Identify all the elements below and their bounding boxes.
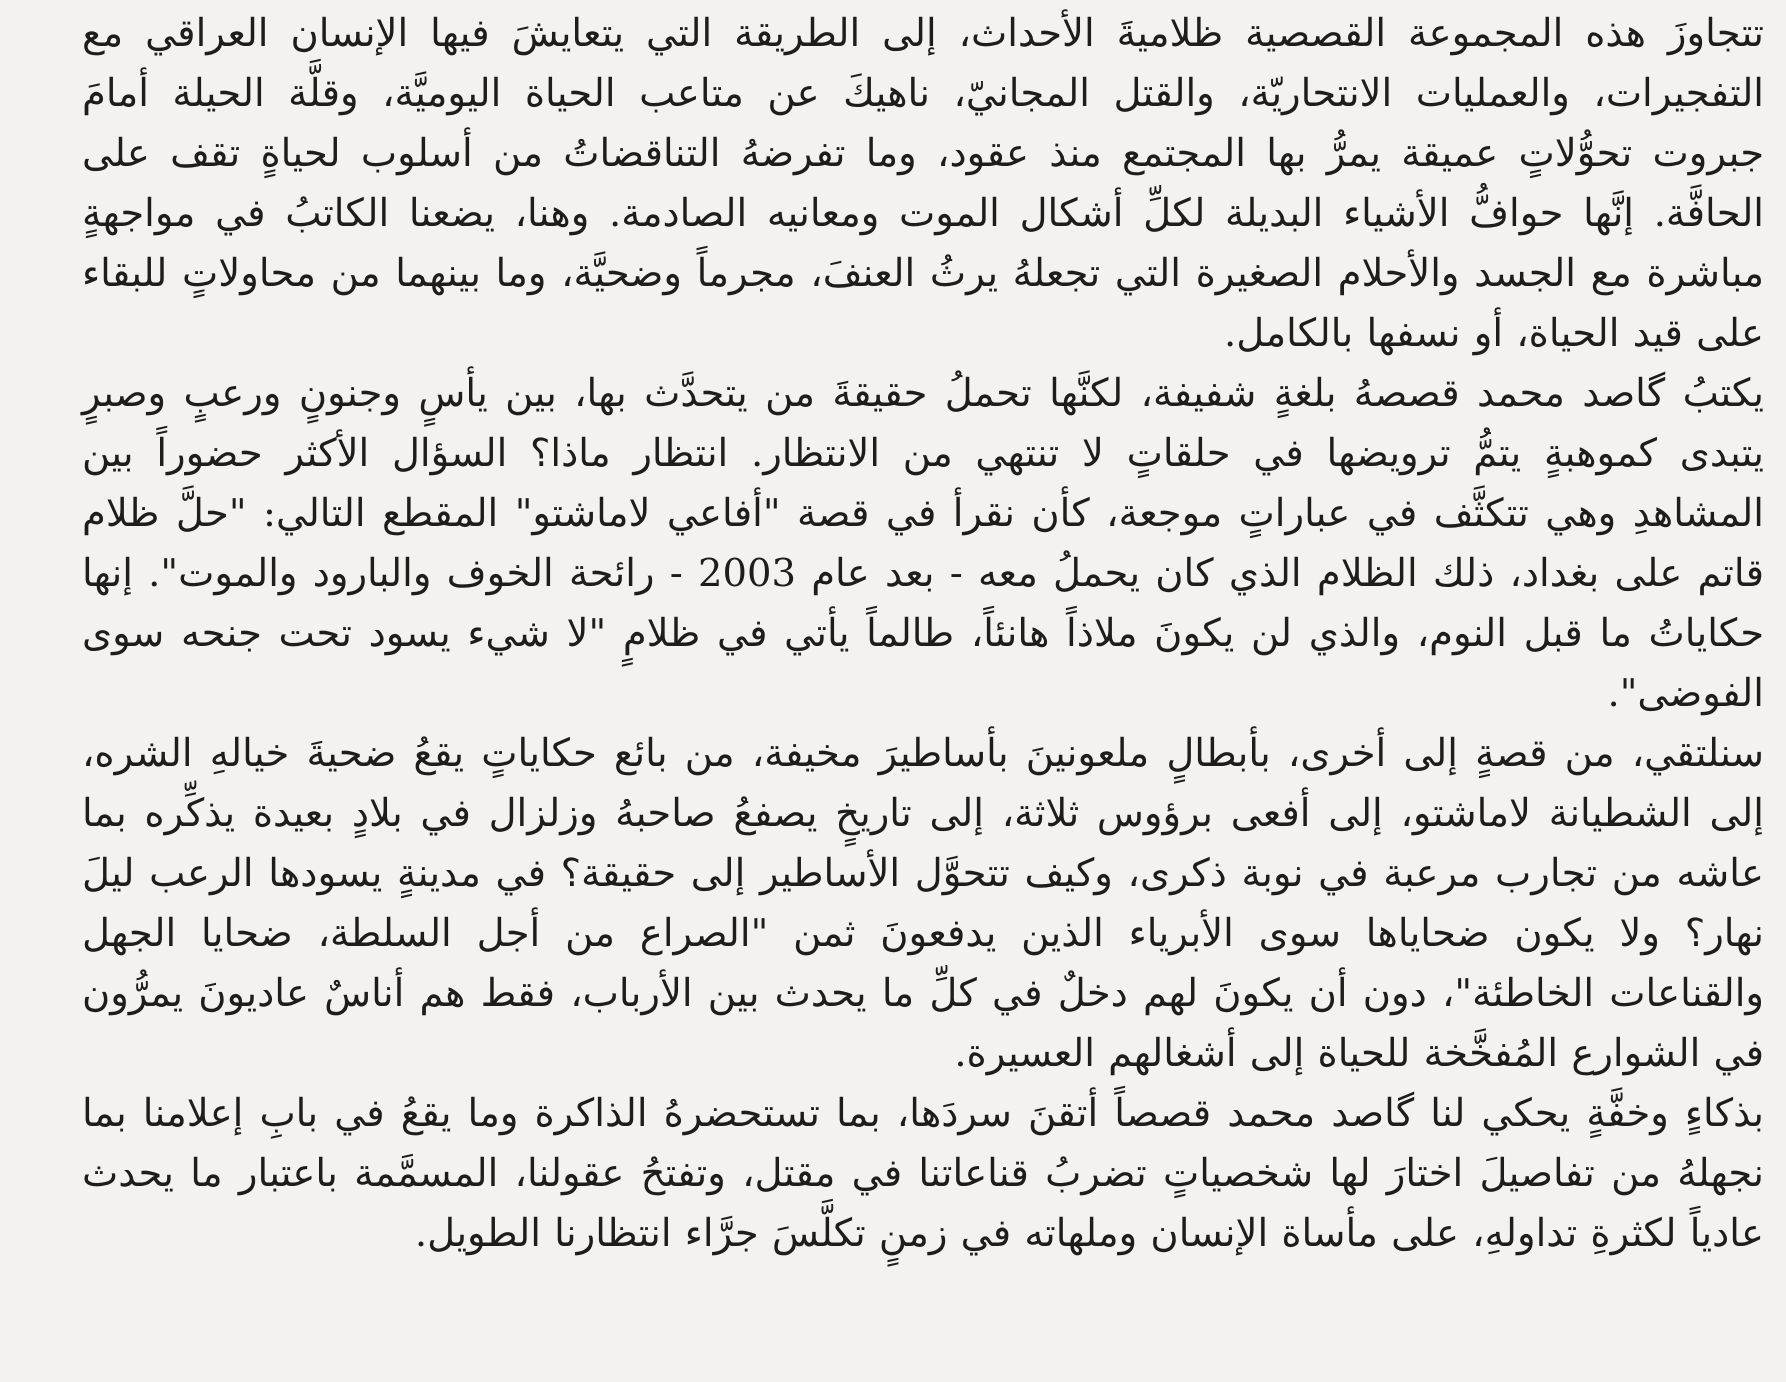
- paragraph-3: سنلتقي، من قصةٍ إلى أخرى، بأبطالٍ ملعونينَ بأساطيرَ مخيفة، من بائع حكاياتٍ يقعُ ضحيةَ خيالهِ الشره، إلى الشطيانة لاماشتو، إلى أفعى برؤوس ثلاثة، إلى تاريخٍ يصفعُ صاحبهُ وزلزال في بلادٍ بعيدة يذكِّره بما عاشه من تجارب مرعبة في نوبة ذكرى، وكيف تتحوَّل الأساطير إلى حقيقة؟ في مدينةٍ يسودها الرعب ليلَ نهار؟ ولا يكون ضحاياها سوى الأبرياء الذين يدفعونَ ثمن "الصراع من أجل السلطة، ضحايا الجهل والقناعات الخاطئة"، دون أن يكونَ لهم دخلٌ في كلِّ ما يحدث بين الأرباب، فقط هم أناسٌ عاديونَ يمرُّون في الشوارع المُفخَّخة للحياة إلى أشغالهم العسيرة.: [82, 731, 1764, 1076]
- paragraph-2: يكتبُ گاصد محمد قصصهُ بلغةٍ شفيفة، لكنَّها تحملُ حقيقةَ من يتحدَّث بها، بين يأسٍ وجنونٍ ورعبٍ وصبرٍ يتبدى كموهبةٍ يتمُّ ترويضها في حلقاتٍ لا تنتهي من الانتظار. انتظار ماذا؟ السؤال الأكثر حضوراً بين المشاهدِ وهي تتكثَّف في عباراتٍ موجعة، كأن نقرأ في قصة "أفاعي لاماشتو" المقطع التالي: "حلَّ ظلام قاتم على بغداد، ذلك الظلام الذي كان يحملُ معه - بعد عام 2003 - رائحة الخوف والبارود والموت". إنها حكاياتُ ما قبل النوم، والذي لن يكونَ ملاذاً هانئاً، طالماً يأتي في ظلامٍ "لا شيء يسود تحت جنحه سوى الفوضى".: [82, 371, 1765, 716]
- paragraph-1: تتجاوزَ هذه المجموعة القصصية ظلاميةَ الأحداث، إلى الطريقة التي يتعايشَ فيها الإنسان العراقي مع التفجيرات، والعمليات الانتحاريّة، والقتل المجانيّ، ناهيكَ عن متاعب الحياة اليوميَّة، وقلَّة الحيلة أمامَ جبروت تحوُّلاتٍ عميقة يمرُّ بها المجتمع منذ عقود، وما تفرضهُ التناقضاتُ من أسلوب لحياةٍ تقف على الحافَّة. إنَّها حوافُّ الأشياء البديلة لكلِّ أشكال الموت ومعانيه الصادمة. وهنا، يضعنا الكاتبُ في مواجهةٍ مباشرة مع الجسد والأحلام الصغيرة التي تجعلهُ يرثُ العنفَ، مجرماً وضحيَّة، وما بينهما من محاولاتٍ للبقاء على قيد الحياة، أو نسفها بالكامل.: [82, 11, 1764, 356]
- document-page: [82, 4, 1764, 1374]
- paragraph-4: بذكاءٍ وخفَّةٍ يحكي لنا گاصد محمد قصصاً أتقنَ سردَها، بما تستحضرهُ الذاكرة وما يقعُ في بابِ إعلامنا بما نجهلهُ من تفاصيلَ اختارَ لها شخصياتٍ تضربُ قناعاتنا في مقتل، وتفتحُ عقولنا، المسمَّمة باعتبار ما يحدث عادياً لكثرةِ تداولهِ، على مأساة الإنسان وملهاته في زمنٍ تكلَّسَ جرَّاء انتظارنا الطويل.: [82, 1091, 1764, 1256]
